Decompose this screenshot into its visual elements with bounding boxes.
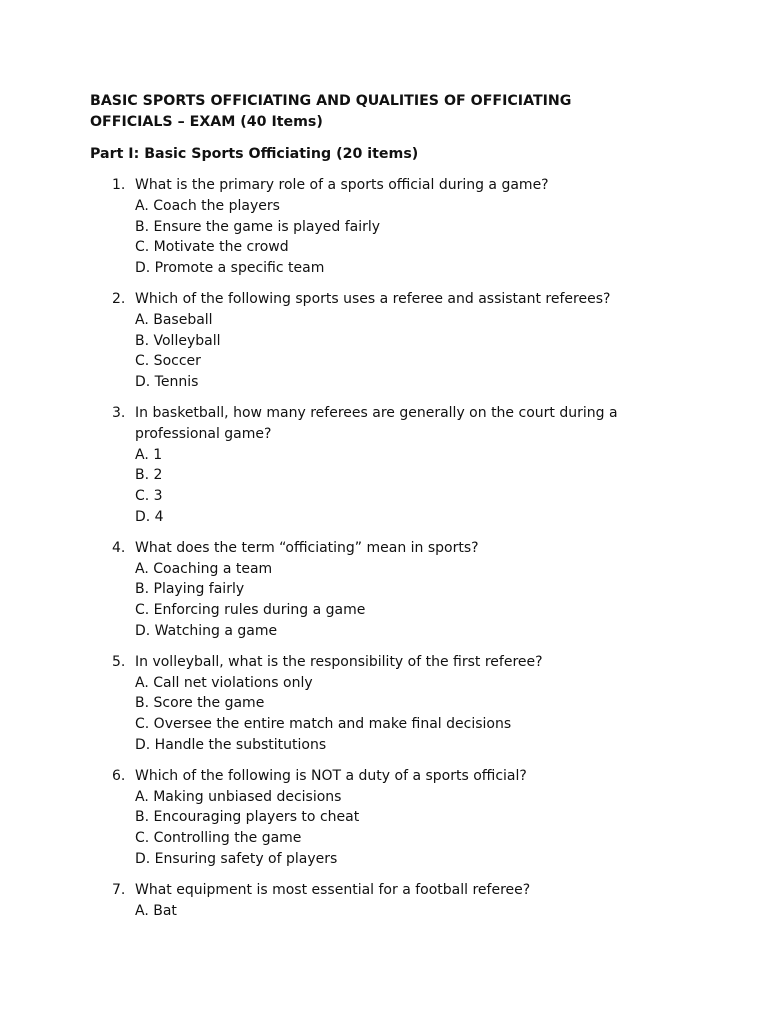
option-b: B. Score the game bbox=[135, 695, 265, 712]
option-d: D. Ensuring safety of players bbox=[135, 850, 338, 867]
question-1 bbox=[90, 175, 690, 279]
option-d: D. Tennis bbox=[135, 374, 199, 391]
option-c: C. Controlling the game bbox=[135, 830, 302, 847]
option-d: D. 4 bbox=[135, 508, 164, 525]
question-text: Which of the following sports uses a referee and assistant referees? bbox=[135, 290, 611, 307]
question-text-line-1: In basketball, how many referees are generally on the court during a bbox=[135, 404, 618, 421]
document-title bbox=[90, 91, 690, 133]
option-b: B. 2 bbox=[135, 467, 163, 484]
question-number: 6. bbox=[112, 767, 126, 784]
question-3 bbox=[90, 403, 690, 528]
document-title-line-1: BASIC SPORTS OFFICIATING AND QUALITIES OF OFFICIATING bbox=[90, 93, 572, 109]
question-number: 5. bbox=[112, 653, 126, 670]
question-text: In volleyball, what is the responsibility of the first referee? bbox=[135, 653, 543, 670]
option-b: B. Encouraging players to cheat bbox=[135, 809, 360, 826]
question-7 bbox=[90, 880, 690, 922]
question-number: 7. bbox=[112, 881, 126, 898]
option-a: A. Baseball bbox=[135, 311, 213, 328]
option-a: A. Call net violations only bbox=[135, 674, 313, 691]
option-c: C. 3 bbox=[135, 488, 163, 505]
question-text: Which of the following is NOT a duty of a sports official? bbox=[135, 767, 527, 784]
question-number: 3. bbox=[112, 404, 126, 421]
question-number: 4. bbox=[112, 539, 126, 556]
question-5 bbox=[90, 652, 690, 756]
option-a: A. Bat bbox=[135, 902, 177, 919]
option-b: B. Volleyball bbox=[135, 332, 221, 349]
question-number: 2. bbox=[112, 290, 126, 307]
question-4 bbox=[90, 538, 690, 642]
option-d: D. Promote a specific team bbox=[135, 260, 325, 277]
document-title-line-2: OFFICIALS – EXAM (40 Items) bbox=[90, 114, 323, 130]
question-number: 1. bbox=[112, 177, 126, 193]
option-d: D. Watching a game bbox=[135, 622, 278, 639]
option-c: C. Oversee the entire match and make final decisions bbox=[135, 716, 512, 733]
option-c: C. Enforcing rules during a game bbox=[135, 602, 366, 619]
question-2 bbox=[90, 289, 690, 393]
question-text: What does the term “officiating” mean in sports? bbox=[135, 539, 479, 556]
question-text: What equipment is most essential for a football referee? bbox=[135, 881, 531, 898]
part-1-heading: Part I: Basic Sports Officiating (20 items) bbox=[90, 146, 419, 162]
option-a: A. 1 bbox=[135, 446, 163, 463]
question-text: What is the primary role of a sports official during a game? bbox=[135, 177, 549, 193]
option-a: A. Making unbiased decisions bbox=[135, 788, 342, 805]
option-c: C. Motivate the crowd bbox=[135, 239, 289, 256]
question-list bbox=[90, 175, 690, 921]
question-text-line-2: professional game? bbox=[135, 425, 272, 442]
option-b: B. Playing fairly bbox=[135, 581, 245, 598]
option-c: C. Soccer bbox=[135, 353, 201, 370]
option-a: A. Coaching a team bbox=[135, 560, 273, 577]
option-b: B. Ensure the game is played fairly bbox=[135, 218, 381, 235]
question-6 bbox=[90, 766, 690, 870]
exam-page bbox=[90, 91, 690, 931]
option-d: D. Handle the substitutions bbox=[135, 736, 327, 753]
option-a: A. Coach the players bbox=[135, 197, 280, 214]
